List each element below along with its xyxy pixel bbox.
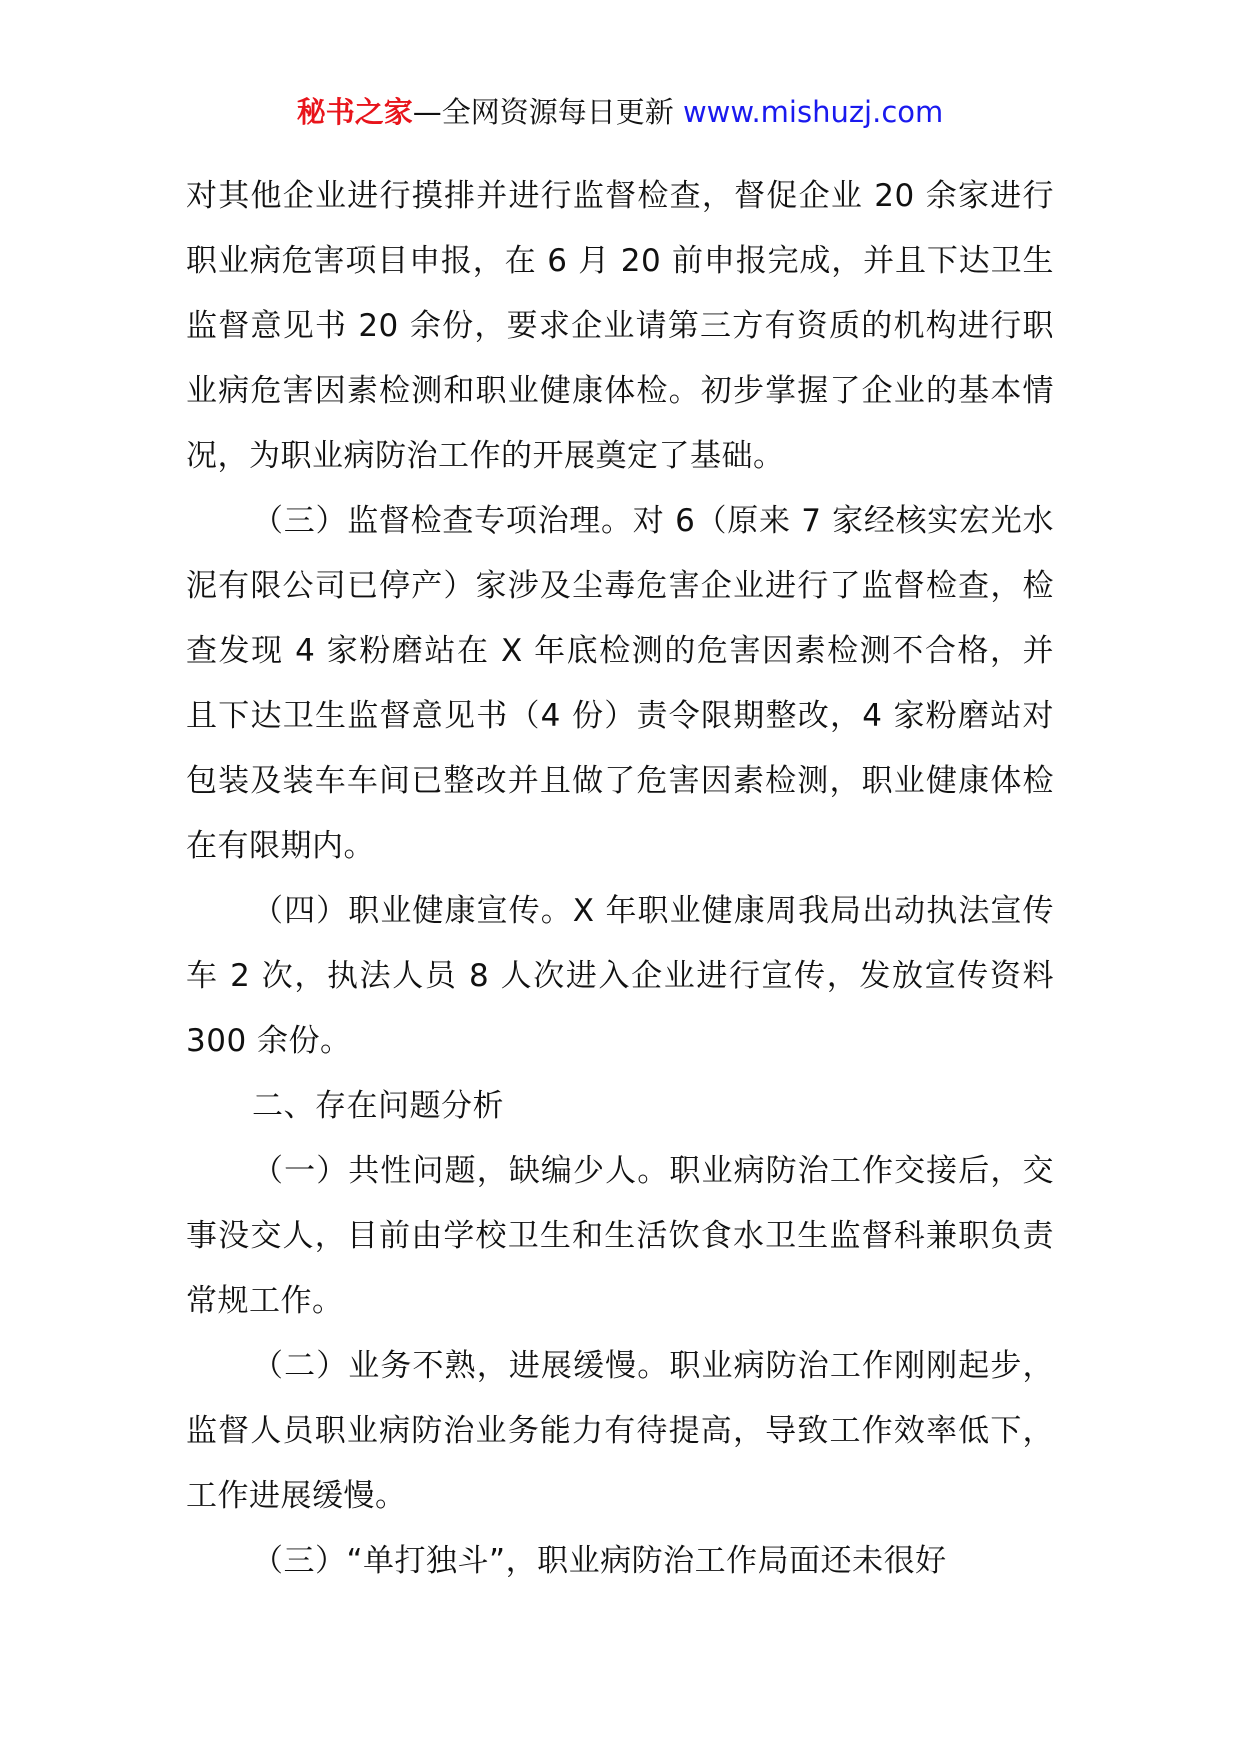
paragraph-problem-3: （三）“单打独斗”，职业病防治工作局面还未很好 <box>252 1543 947 1579</box>
paragraph-section-4: （四）职业健康宣传。X 年职业健康周我局出动执法宣传车 2 次，执法人员 8 人次进入企业进行宣传，发放宣传资料 300 余份。 <box>186 893 1054 1059</box>
heading-problem-analysis: 二、存在问题分析 <box>252 1088 504 1124</box>
paragraph-problem-2: （二）业务不熟，进展缓慢。职业病防治工作刚刚起步，监督人员职业病防治业务能力有待提高，导致工作效率低下，工作进展缓慢。 <box>186 1348 1054 1514</box>
brand-name: 秘书之家 <box>296 95 413 129</box>
paragraph-section-3: （三）监督检查专项治理。对 6（原来 7 家经核实宏光水泥有限公司已停产）家涉及尘毒危害企业进行了监督检查，检查发现 4 家粉磨站在 X 年底检测的危害因素检测不合格，并且下达卫生监督意见书（4 份）责令限期整改，4 家粉磨站对包装及装车车间已整改并且做了危害因素检测，职业健康体检在有限期内。 <box>186 503 1054 864</box>
page-header <box>0 92 1240 132</box>
document-body <box>186 164 1054 1594</box>
site-url[interactable]: www.mishuzj.com <box>682 95 944 129</box>
header-tagline: —全网资源每日更新 <box>412 95 674 129</box>
paragraph-continuation: 对其他企业进行摸排并进行监督检查，督促企业 20 余家进行职业病危害项目申报，在 6 月 20 前申报完成，并且下达卫生监督意见书 20 余份，要求企业请第三方有资质的机构进行职业病危害因素检测和职业健康体检。初步掌握了企业的基本情况，为职业病防治工作的开展奠定了基础。 <box>186 178 1054 474</box>
paragraph-problem-1: （一）共性问题，缺编少人。职业病防治工作交接后，交事没交人，目前由学校卫生和生活饮食水卫生监督科兼职负责常规工作。 <box>186 1153 1054 1319</box>
